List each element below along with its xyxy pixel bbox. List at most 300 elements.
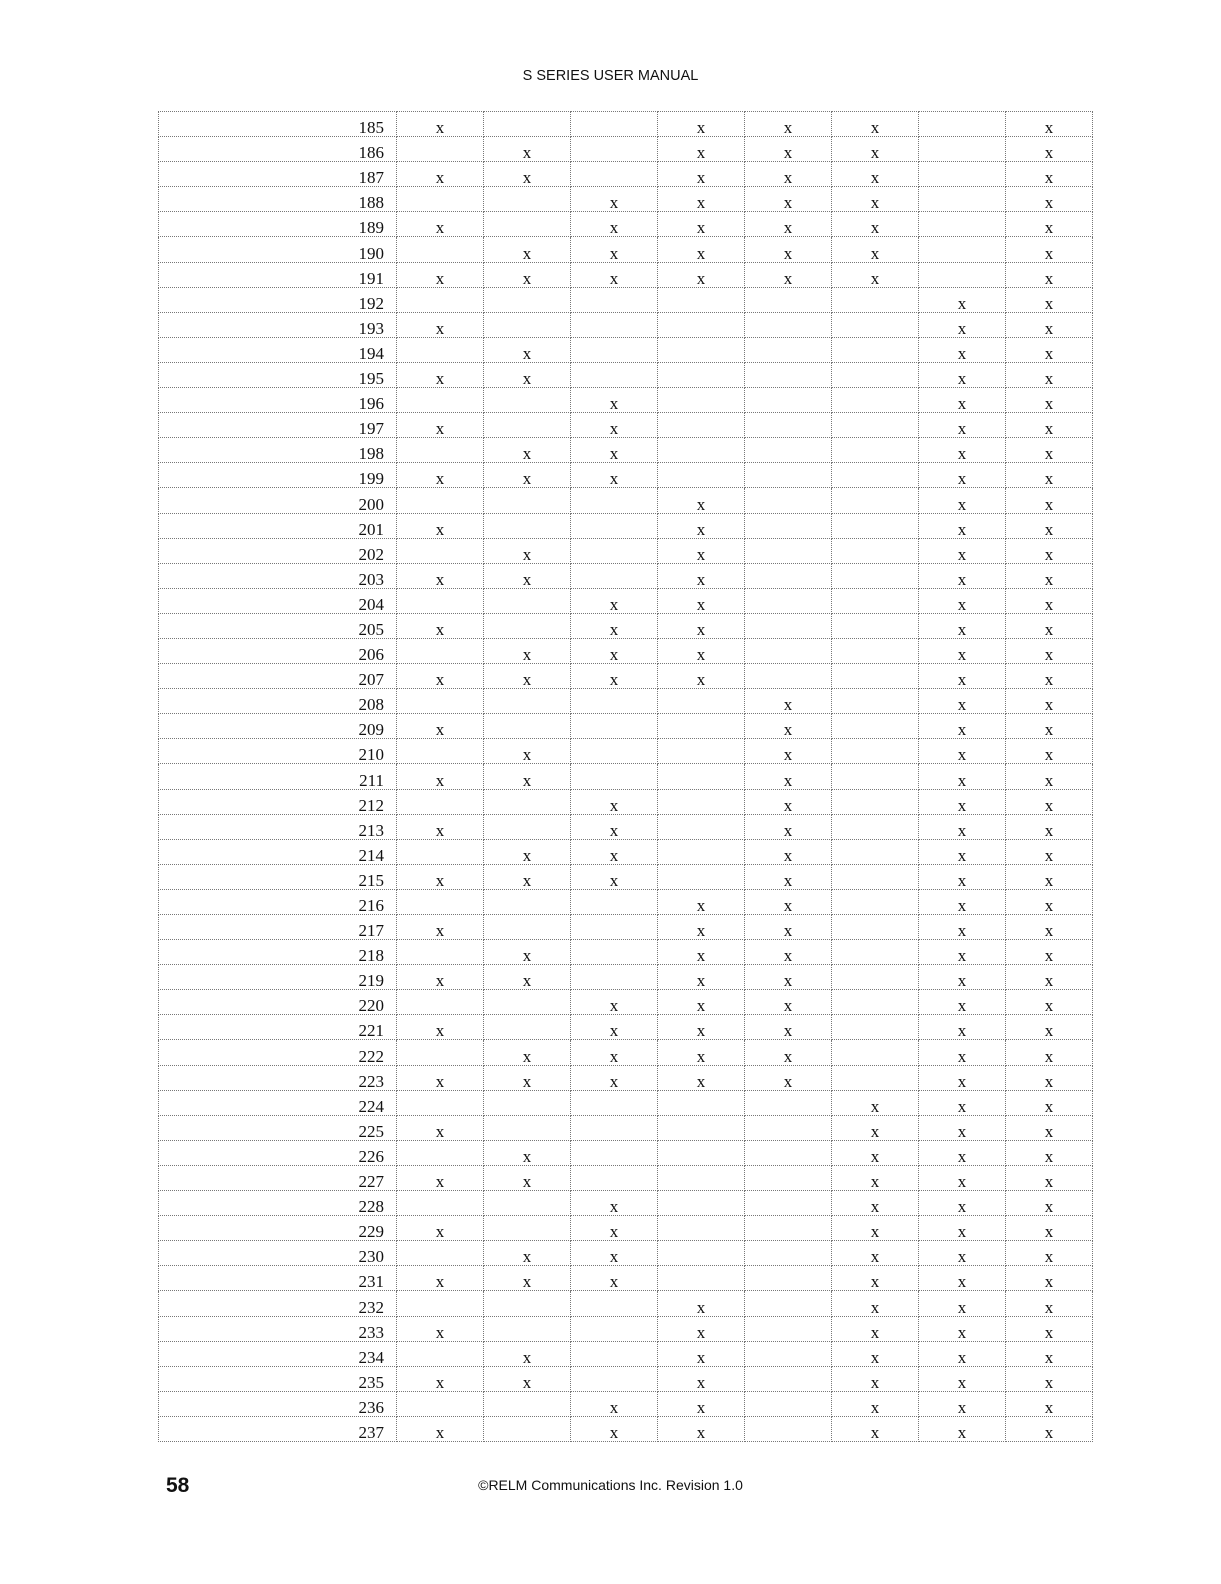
bit-cell-3 bbox=[571, 739, 658, 764]
bit-cell-2 bbox=[484, 413, 571, 438]
table-row bbox=[159, 1266, 1093, 1291]
bit-cell-3: x bbox=[571, 187, 658, 212]
table-row bbox=[159, 1291, 1093, 1316]
bit-cell-3 bbox=[571, 513, 658, 538]
bit-cell-5 bbox=[745, 1165, 832, 1190]
bit-cell-8: x bbox=[1006, 689, 1093, 714]
bit-cell-2: x bbox=[484, 638, 571, 663]
bit-cell-2: x bbox=[484, 764, 571, 789]
bit-cell-4: x bbox=[658, 237, 745, 262]
bit-cell-2: x bbox=[484, 538, 571, 563]
table-row bbox=[159, 1416, 1093, 1441]
table-row bbox=[159, 287, 1093, 312]
bit-cell-5 bbox=[745, 1366, 832, 1391]
bit-cell-6: x bbox=[832, 1341, 919, 1366]
table-row bbox=[159, 1115, 1093, 1140]
bit-cell-5 bbox=[745, 538, 832, 563]
table-row bbox=[159, 463, 1093, 488]
bit-cell-3: x bbox=[571, 638, 658, 663]
bit-cell-8: x bbox=[1006, 1241, 1093, 1266]
bit-cell-2 bbox=[484, 187, 571, 212]
bit-cell-2: x bbox=[484, 940, 571, 965]
row-number-cell: 187 bbox=[159, 162, 397, 187]
bit-cell-5 bbox=[745, 1216, 832, 1241]
row-number-cell: 232 bbox=[159, 1291, 397, 1316]
bit-cell-2 bbox=[484, 889, 571, 914]
bit-cell-7: x bbox=[919, 588, 1006, 613]
bit-cell-1 bbox=[397, 739, 484, 764]
bit-cell-8: x bbox=[1006, 1316, 1093, 1341]
bit-cell-7: x bbox=[919, 664, 1006, 689]
bit-cell-2 bbox=[484, 388, 571, 413]
bit-cell-7: x bbox=[919, 312, 1006, 337]
bit-cell-6 bbox=[832, 814, 919, 839]
bit-cell-2: x bbox=[484, 337, 571, 362]
bit-cell-6 bbox=[832, 915, 919, 940]
bit-cell-8: x bbox=[1006, 839, 1093, 864]
bit-cell-7: x bbox=[919, 362, 1006, 387]
bit-cell-7: x bbox=[919, 1291, 1006, 1316]
bit-cell-6: x bbox=[832, 1366, 919, 1391]
bit-cell-4 bbox=[658, 689, 745, 714]
bit-cell-5 bbox=[745, 1341, 832, 1366]
bit-cell-7: x bbox=[919, 1090, 1006, 1115]
bit-cell-5 bbox=[745, 463, 832, 488]
bit-cell-7: x bbox=[919, 965, 1006, 990]
table-row bbox=[159, 1316, 1093, 1341]
bit-cell-4: x bbox=[658, 1015, 745, 1040]
bit-cell-5 bbox=[745, 312, 832, 337]
bit-cell-8: x bbox=[1006, 1191, 1093, 1216]
bit-cell-8: x bbox=[1006, 990, 1093, 1015]
bit-cell-3: x bbox=[571, 1040, 658, 1065]
table-row bbox=[159, 839, 1093, 864]
table-row bbox=[159, 513, 1093, 538]
page-number: 58 bbox=[166, 1474, 190, 1497]
bit-cell-4: x bbox=[658, 262, 745, 287]
bit-cell-3: x bbox=[571, 212, 658, 237]
row-number-cell: 215 bbox=[159, 864, 397, 889]
bit-cell-3: x bbox=[571, 388, 658, 413]
bit-cell-6 bbox=[832, 488, 919, 513]
bit-cell-6: x bbox=[832, 1165, 919, 1190]
bit-cell-4: x bbox=[658, 1291, 745, 1316]
bit-cell-8: x bbox=[1006, 563, 1093, 588]
bit-cell-6: x bbox=[832, 1316, 919, 1341]
bit-cell-7 bbox=[919, 262, 1006, 287]
row-number-cell: 234 bbox=[159, 1341, 397, 1366]
bit-cell-3 bbox=[571, 362, 658, 387]
bit-cell-3 bbox=[571, 764, 658, 789]
bit-cell-8: x bbox=[1006, 1416, 1093, 1441]
table-row bbox=[159, 814, 1093, 839]
bit-cell-2 bbox=[484, 1291, 571, 1316]
bit-cell-6 bbox=[832, 839, 919, 864]
bit-cell-3: x bbox=[571, 237, 658, 262]
bit-cell-5: x bbox=[745, 965, 832, 990]
table-row bbox=[159, 714, 1093, 739]
table-row bbox=[159, 262, 1093, 287]
bit-cell-8: x bbox=[1006, 613, 1093, 638]
bit-cell-2: x bbox=[484, 864, 571, 889]
bit-cell-5: x bbox=[745, 187, 832, 212]
bit-cell-8: x bbox=[1006, 388, 1093, 413]
bit-cell-5 bbox=[745, 1416, 832, 1441]
bit-cell-5 bbox=[745, 1266, 832, 1291]
bit-cell-7: x bbox=[919, 463, 1006, 488]
bit-cell-5: x bbox=[745, 162, 832, 187]
row-number-cell: 225 bbox=[159, 1115, 397, 1140]
bit-cell-4: x bbox=[658, 488, 745, 513]
bit-cell-1: x bbox=[397, 1165, 484, 1190]
bit-cell-1 bbox=[397, 789, 484, 814]
bit-cell-8: x bbox=[1006, 1115, 1093, 1140]
bit-cell-2 bbox=[484, 789, 571, 814]
bit-cell-6: x bbox=[832, 1241, 919, 1266]
table-row bbox=[159, 1040, 1093, 1065]
bit-cell-1 bbox=[397, 438, 484, 463]
bit-cell-7: x bbox=[919, 1341, 1006, 1366]
bit-cell-2 bbox=[484, 212, 571, 237]
bit-cell-8: x bbox=[1006, 1040, 1093, 1065]
bit-cell-6 bbox=[832, 563, 919, 588]
bit-cell-3 bbox=[571, 287, 658, 312]
bit-cell-5 bbox=[745, 563, 832, 588]
table-row bbox=[159, 1341, 1093, 1366]
bit-cell-2: x bbox=[484, 438, 571, 463]
bit-cell-8: x bbox=[1006, 1266, 1093, 1291]
table-row bbox=[159, 162, 1093, 187]
bit-cell-4: x bbox=[658, 613, 745, 638]
row-number-cell: 199 bbox=[159, 463, 397, 488]
bit-cell-4: x bbox=[658, 1316, 745, 1341]
bit-cell-2 bbox=[484, 1316, 571, 1341]
bit-cell-4: x bbox=[658, 563, 745, 588]
row-number-cell: 200 bbox=[159, 488, 397, 513]
bit-cell-1 bbox=[397, 638, 484, 663]
table-row bbox=[159, 438, 1093, 463]
bit-cell-3 bbox=[571, 1115, 658, 1140]
bit-cell-6 bbox=[832, 689, 919, 714]
bit-cell-8: x bbox=[1006, 337, 1093, 362]
bit-cell-6 bbox=[832, 739, 919, 764]
bit-cell-2: x bbox=[484, 664, 571, 689]
bit-cell-2: x bbox=[484, 237, 571, 262]
row-number-cell: 208 bbox=[159, 689, 397, 714]
bit-cell-6 bbox=[832, 889, 919, 914]
bit-cell-7: x bbox=[919, 864, 1006, 889]
row-number-cell: 237 bbox=[159, 1416, 397, 1441]
bit-cell-1 bbox=[397, 990, 484, 1015]
bit-cell-3: x bbox=[571, 413, 658, 438]
row-number-cell: 227 bbox=[159, 1165, 397, 1190]
table-row bbox=[159, 764, 1093, 789]
bit-cell-7: x bbox=[919, 915, 1006, 940]
row-number-cell: 202 bbox=[159, 538, 397, 563]
bit-cell-5: x bbox=[745, 714, 832, 739]
bit-cell-8: x bbox=[1006, 764, 1093, 789]
table-row bbox=[159, 112, 1093, 137]
bit-cell-2 bbox=[484, 1115, 571, 1140]
bit-cell-7: x bbox=[919, 889, 1006, 914]
bit-cell-7: x bbox=[919, 1015, 1006, 1040]
bit-cell-7: x bbox=[919, 538, 1006, 563]
bit-cell-3: x bbox=[571, 588, 658, 613]
bit-cell-1: x bbox=[397, 915, 484, 940]
bit-cell-1: x bbox=[397, 864, 484, 889]
row-number-cell: 217 bbox=[159, 915, 397, 940]
bit-cell-1 bbox=[397, 287, 484, 312]
bit-cell-3: x bbox=[571, 262, 658, 287]
bit-cell-7: x bbox=[919, 1065, 1006, 1090]
bit-cell-3: x bbox=[571, 789, 658, 814]
row-number-cell: 211 bbox=[159, 764, 397, 789]
bit-cell-5: x bbox=[745, 764, 832, 789]
bit-cell-8: x bbox=[1006, 664, 1093, 689]
code-table-body bbox=[159, 112, 1093, 1442]
row-number-cell: 190 bbox=[159, 237, 397, 262]
bit-cell-7: x bbox=[919, 764, 1006, 789]
bit-cell-7 bbox=[919, 187, 1006, 212]
bit-cell-4 bbox=[658, 1266, 745, 1291]
bit-cell-1: x bbox=[397, 112, 484, 137]
bit-cell-6: x bbox=[832, 212, 919, 237]
table-row bbox=[159, 789, 1093, 814]
bit-cell-6 bbox=[832, 513, 919, 538]
bit-cell-6 bbox=[832, 714, 919, 739]
bit-cell-7: x bbox=[919, 739, 1006, 764]
bit-cell-5 bbox=[745, 588, 832, 613]
table-row bbox=[159, 563, 1093, 588]
bit-cell-5: x bbox=[745, 237, 832, 262]
row-number-cell: 197 bbox=[159, 413, 397, 438]
table-row bbox=[159, 1241, 1093, 1266]
bit-cell-7: x bbox=[919, 1216, 1006, 1241]
bit-cell-4 bbox=[658, 1165, 745, 1190]
table-row bbox=[159, 538, 1093, 563]
bit-cell-8: x bbox=[1006, 1366, 1093, 1391]
row-number-cell: 196 bbox=[159, 388, 397, 413]
bit-cell-1: x bbox=[397, 1115, 484, 1140]
row-number-cell: 236 bbox=[159, 1391, 397, 1416]
bit-cell-3 bbox=[571, 112, 658, 137]
table-row bbox=[159, 488, 1093, 513]
bit-cell-4 bbox=[658, 739, 745, 764]
row-number-cell: 205 bbox=[159, 613, 397, 638]
bit-cell-8: x bbox=[1006, 438, 1093, 463]
bit-cell-2: x bbox=[484, 463, 571, 488]
bit-cell-3 bbox=[571, 965, 658, 990]
bit-cell-5 bbox=[745, 1291, 832, 1316]
row-number-cell: 222 bbox=[159, 1040, 397, 1065]
bit-cell-3 bbox=[571, 1366, 658, 1391]
bit-cell-8: x bbox=[1006, 1065, 1093, 1090]
bit-cell-5 bbox=[745, 1241, 832, 1266]
bit-cell-1: x bbox=[397, 764, 484, 789]
bit-cell-5 bbox=[745, 513, 832, 538]
row-number-cell: 186 bbox=[159, 137, 397, 162]
row-number-cell: 229 bbox=[159, 1216, 397, 1241]
bit-cell-3 bbox=[571, 714, 658, 739]
bit-cell-3: x bbox=[571, 1266, 658, 1291]
bit-cell-3: x bbox=[571, 1216, 658, 1241]
bit-cell-4 bbox=[658, 764, 745, 789]
bit-cell-5 bbox=[745, 613, 832, 638]
bit-cell-3 bbox=[571, 689, 658, 714]
bit-cell-2 bbox=[484, 488, 571, 513]
bit-cell-1 bbox=[397, 1391, 484, 1416]
bit-cell-2: x bbox=[484, 739, 571, 764]
table-row bbox=[159, 739, 1093, 764]
bit-cell-8: x bbox=[1006, 112, 1093, 137]
table-row bbox=[159, 990, 1093, 1015]
bit-cell-6 bbox=[832, 1040, 919, 1065]
bit-cell-2 bbox=[484, 1015, 571, 1040]
bit-cell-2 bbox=[484, 1191, 571, 1216]
bit-cell-3 bbox=[571, 162, 658, 187]
row-number-cell: 188 bbox=[159, 187, 397, 212]
bit-cell-8: x bbox=[1006, 413, 1093, 438]
bit-cell-6: x bbox=[832, 162, 919, 187]
bit-cell-2 bbox=[484, 312, 571, 337]
bit-cell-4: x bbox=[658, 187, 745, 212]
table-row bbox=[159, 889, 1093, 914]
bit-cell-4: x bbox=[658, 137, 745, 162]
bit-cell-8: x bbox=[1006, 262, 1093, 287]
bit-cell-7: x bbox=[919, 1241, 1006, 1266]
bit-cell-2 bbox=[484, 613, 571, 638]
bit-cell-6 bbox=[832, 764, 919, 789]
bit-cell-5: x bbox=[745, 789, 832, 814]
bit-cell-4 bbox=[658, 362, 745, 387]
bit-cell-1 bbox=[397, 1040, 484, 1065]
row-number-cell: 226 bbox=[159, 1140, 397, 1165]
bit-cell-6 bbox=[832, 990, 919, 1015]
bit-cell-5 bbox=[745, 1191, 832, 1216]
bit-cell-6 bbox=[832, 864, 919, 889]
bit-cell-1: x bbox=[397, 1366, 484, 1391]
table-row bbox=[159, 1065, 1093, 1090]
bit-cell-7: x bbox=[919, 287, 1006, 312]
bit-cell-3: x bbox=[571, 1191, 658, 1216]
bit-cell-6 bbox=[832, 388, 919, 413]
table-row bbox=[159, 638, 1093, 663]
bit-cell-7 bbox=[919, 112, 1006, 137]
page-header-title: S SERIES USER MANUAL bbox=[522, 68, 699, 84]
bit-cell-3: x bbox=[571, 1391, 658, 1416]
table-row bbox=[159, 965, 1093, 990]
row-number-cell: 207 bbox=[159, 664, 397, 689]
bit-cell-1 bbox=[397, 1191, 484, 1216]
bit-cell-1: x bbox=[397, 312, 484, 337]
bit-cell-6: x bbox=[832, 1266, 919, 1291]
bit-cell-4 bbox=[658, 388, 745, 413]
bit-cell-6 bbox=[832, 1015, 919, 1040]
bit-cell-8: x bbox=[1006, 362, 1093, 387]
bit-cell-5 bbox=[745, 664, 832, 689]
bit-cell-6 bbox=[832, 1065, 919, 1090]
bit-cell-1: x bbox=[397, 1216, 484, 1241]
table-row bbox=[159, 1391, 1093, 1416]
bit-cell-3: x bbox=[571, 1015, 658, 1040]
bit-cell-6 bbox=[832, 613, 919, 638]
bit-cell-3: x bbox=[571, 814, 658, 839]
bit-cell-1: x bbox=[397, 513, 484, 538]
bit-cell-1 bbox=[397, 337, 484, 362]
bit-cell-2: x bbox=[484, 1040, 571, 1065]
bit-cell-2: x bbox=[484, 262, 571, 287]
bit-cell-7: x bbox=[919, 1040, 1006, 1065]
bit-cell-2 bbox=[484, 1391, 571, 1416]
table-row bbox=[159, 312, 1093, 337]
bit-cell-8: x bbox=[1006, 1216, 1093, 1241]
bit-cell-8: x bbox=[1006, 915, 1093, 940]
bit-cell-4 bbox=[658, 789, 745, 814]
bit-cell-2 bbox=[484, 1416, 571, 1441]
bit-cell-1: x bbox=[397, 664, 484, 689]
bit-cell-8: x bbox=[1006, 814, 1093, 839]
bit-cell-1 bbox=[397, 1090, 484, 1115]
bit-cell-8: x bbox=[1006, 739, 1093, 764]
footer-copyright: ©RELM Communications Inc. Revision 1.0 bbox=[478, 1477, 743, 1493]
row-number-cell: 198 bbox=[159, 438, 397, 463]
bit-cell-3 bbox=[571, 1341, 658, 1366]
bit-cell-1: x bbox=[397, 1316, 484, 1341]
table-row bbox=[159, 388, 1093, 413]
bit-cell-4: x bbox=[658, 638, 745, 663]
bit-cell-6: x bbox=[832, 1090, 919, 1115]
bit-cell-6 bbox=[832, 940, 919, 965]
bit-cell-6 bbox=[832, 413, 919, 438]
bit-cell-3 bbox=[571, 538, 658, 563]
table-row bbox=[159, 1216, 1093, 1241]
bit-cell-7: x bbox=[919, 613, 1006, 638]
bit-cell-4: x bbox=[658, 664, 745, 689]
row-number-cell: 194 bbox=[159, 337, 397, 362]
row-number-cell: 231 bbox=[159, 1266, 397, 1291]
row-number-cell: 218 bbox=[159, 940, 397, 965]
bit-cell-5: x bbox=[745, 864, 832, 889]
code-table bbox=[158, 111, 1093, 1442]
bit-cell-4 bbox=[658, 312, 745, 337]
bit-cell-7: x bbox=[919, 1191, 1006, 1216]
bit-cell-8: x bbox=[1006, 588, 1093, 613]
bit-cell-8: x bbox=[1006, 1140, 1093, 1165]
bit-cell-6 bbox=[832, 438, 919, 463]
bit-cell-8: x bbox=[1006, 638, 1093, 663]
bit-cell-5: x bbox=[745, 990, 832, 1015]
bit-cell-3: x bbox=[571, 664, 658, 689]
table-row bbox=[159, 212, 1093, 237]
bit-cell-8: x bbox=[1006, 287, 1093, 312]
bit-cell-2 bbox=[484, 990, 571, 1015]
table-row bbox=[159, 915, 1093, 940]
bit-cell-7: x bbox=[919, 789, 1006, 814]
bit-cell-4 bbox=[658, 438, 745, 463]
bit-cell-3: x bbox=[571, 1065, 658, 1090]
bit-cell-7: x bbox=[919, 638, 1006, 663]
bit-cell-5: x bbox=[745, 112, 832, 137]
bit-cell-6: x bbox=[832, 262, 919, 287]
bit-cell-8: x bbox=[1006, 312, 1093, 337]
row-number-cell: 206 bbox=[159, 638, 397, 663]
bit-cell-4: x bbox=[658, 1391, 745, 1416]
bit-cell-3 bbox=[571, 915, 658, 940]
bit-cell-7: x bbox=[919, 438, 1006, 463]
bit-cell-1 bbox=[397, 839, 484, 864]
table-row bbox=[159, 1090, 1093, 1115]
bit-cell-5: x bbox=[745, 814, 832, 839]
